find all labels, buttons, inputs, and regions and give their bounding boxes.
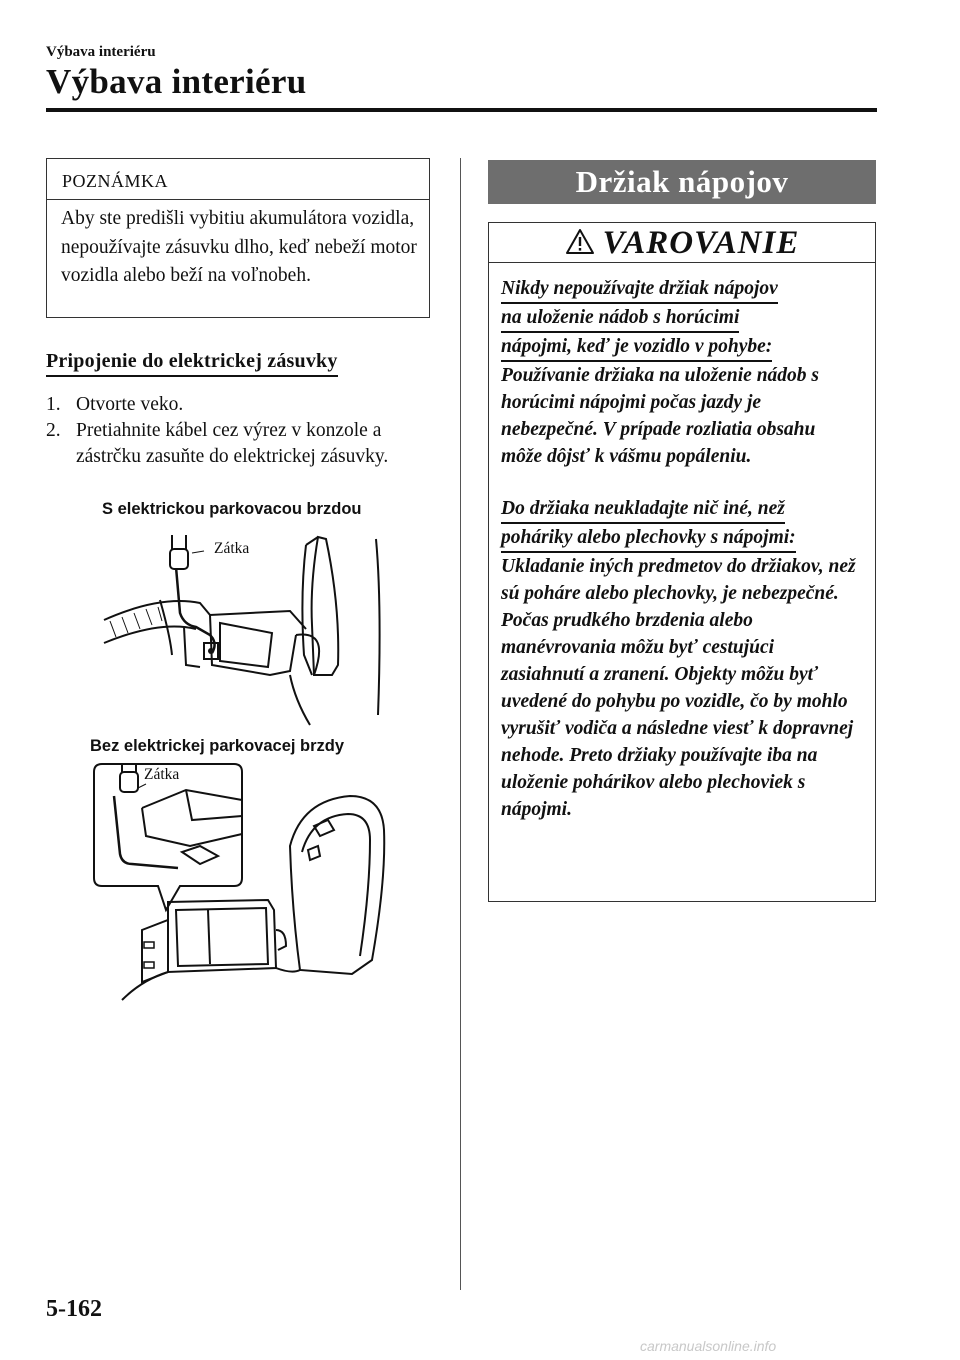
watermark: carmanualsonline.info: [640, 1338, 777, 1354]
warning-highlight-line: Do držiaka neukladajte nič iné, než: [501, 495, 785, 524]
step-text: Otvorte veko.: [76, 394, 184, 415]
column-divider: [460, 158, 461, 1290]
warning-highlight-line: poháriky alebo plechovky s nápojmi:: [501, 524, 796, 553]
figure2-plug-label: Zátka: [144, 766, 180, 783]
page-number: 5-162: [46, 1296, 102, 1322]
note-text: Aby ste predišli vybitiu akumulátora vozidla, nepoužívajte zásuvku dlho, keď nebeží motor vozidla alebo beží na voľnobeh.: [61, 208, 417, 286]
warning-box: [488, 222, 876, 902]
running-head: Výbava interiéru: [46, 44, 156, 60]
figure1-plug-label: Zátka: [214, 540, 250, 557]
warning-header: [489, 223, 875, 263]
warning-paragraph-2: [501, 495, 861, 823]
warning-title: VAROVANIE: [602, 225, 800, 261]
warning-text: Ukladanie iných predmetov do držiakov, než sú poháre alebo plechovky, je nebezpečné. Počas prudkého brzdenia alebo manévrovania môžu byť cestujúci zasiahnutí a zranení. Objekty môžu byť uvedené do pohybu po vozidle, čo by mohlo vyrušiť vodiča a následne viesť k dopravnej nehode. Preto držiaky používajte iba na uloženie pohárikov alebo plechoviek s nápojmi.: [501, 556, 856, 820]
title-rule: [46, 108, 877, 112]
note-box: [46, 158, 430, 318]
warning-highlight-line: nápojmi, keď je vozidlo v pohybe:: [501, 333, 772, 362]
warning-highlight-line: Nikdy nepoužívajte držiak nápojov: [501, 275, 778, 304]
step-number: 1.: [46, 394, 61, 415]
note-title: POZNÁMKA: [47, 159, 429, 200]
warning-highlight-line: na uloženie nádob s horúcimi: [501, 304, 739, 333]
step-number: 2.: [46, 420, 61, 441]
warning-triangle-icon: [565, 228, 595, 260]
connect-heading: Pripojenie do elektrickej zásuvky: [46, 350, 338, 377]
figure1-caption: S elektrickou parkovacou brzdou: [102, 500, 362, 518]
step-item: [46, 418, 430, 470]
steps-list: [46, 392, 430, 470]
figure2-caption: Bez elektrickej parkovacej brzdy: [90, 737, 345, 755]
step-text: Pretiahnite kábel cez výrez v konzole a zástrčku zasuňte do elektrickej zásuvky.: [76, 420, 389, 467]
warning-text: Používanie držiaka na uloženie nádob s horúcimi nápojmi počas jazdy je nebezpečné. V prípade rozliatia obsahu môže dôjsť k vášmu popáleniu.: [501, 365, 820, 467]
warning-body: [489, 263, 875, 823]
step-item: [46, 392, 430, 418]
warning-paragraph-1: [501, 275, 861, 470]
section-title: Výbava interiéru: [46, 62, 307, 101]
cup-holder-banner: Držiak nápojov: [488, 160, 876, 204]
figure2-console-illustration: [82, 760, 392, 1005]
